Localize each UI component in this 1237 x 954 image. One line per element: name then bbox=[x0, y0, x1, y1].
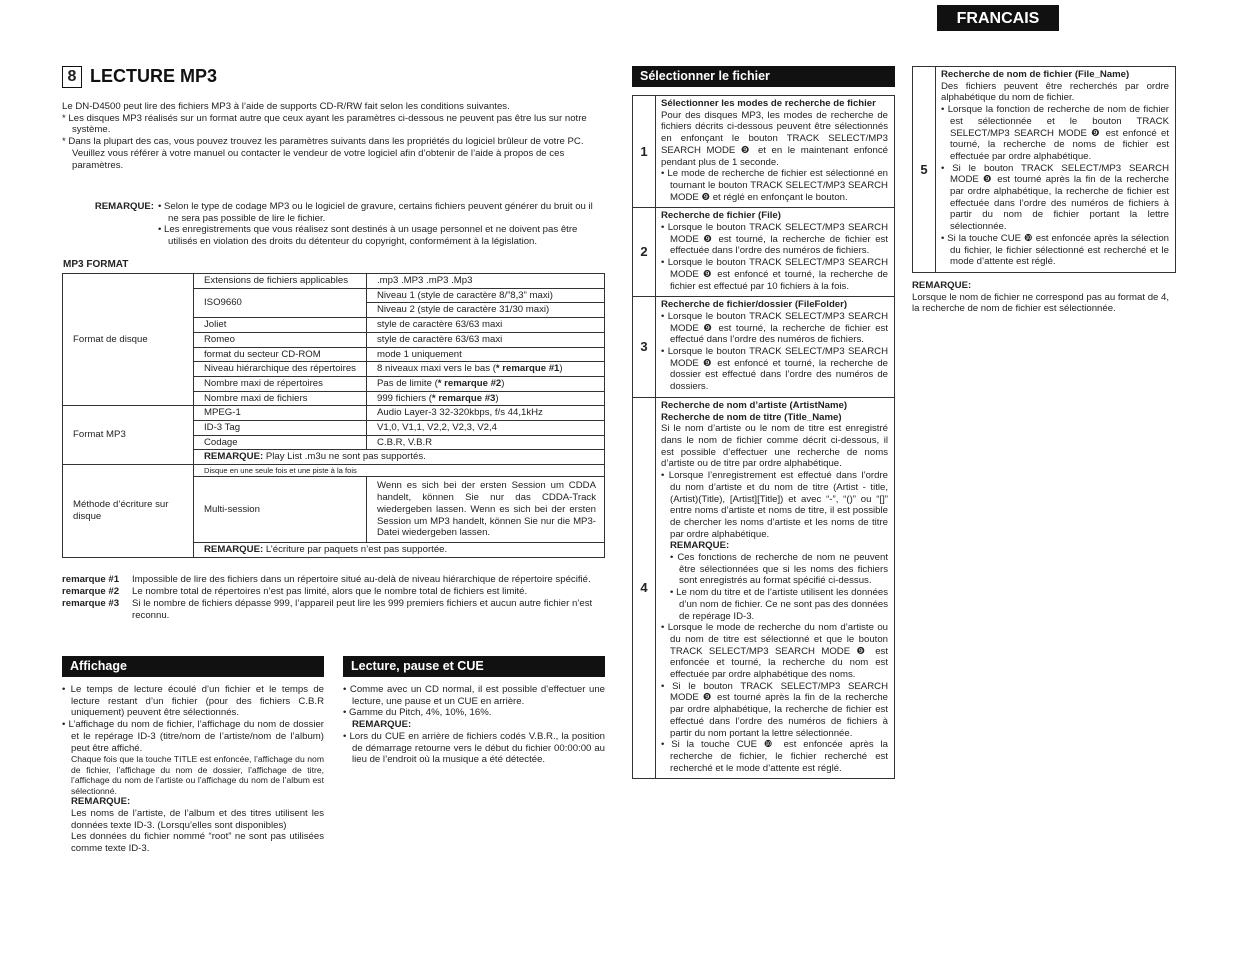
footnote-key: remarque #1 bbox=[62, 574, 120, 585]
affichage-title: Affichage bbox=[62, 656, 324, 677]
step-heading: Recherche de nom de fichier (File_Name) bbox=[941, 69, 1130, 80]
lecture-remark-list bbox=[343, 731, 605, 766]
list-item: • Le temps de lecture écoulé d’un fichier et le temps de lecture restant d’un fichier (pour des fichiers C.B.R uniquement) peuvent être sélectionnés. bbox=[62, 684, 324, 719]
list-item: • Lorsque le bouton TRACK SELECT/MP3 SEARCH MODE ❾ est tourné, la recherche de fichier est effectué dans l’ordre des numéros de fichiers. bbox=[661, 310, 888, 346]
affichage-section bbox=[62, 656, 324, 855]
table-cell: style de caractère 63/63 maxi bbox=[367, 332, 605, 347]
list-item: • Si le bouton TRACK SELECT/MP3 SEARCH MODE ❾ est tourné après la fin de la recherche par ordre alphabétique, la recherche de fichier est effectué dans l’ordre des numéros de fichiers à partir du nom portant la lettre sélectionnée. bbox=[661, 680, 888, 739]
selection-title: Sélectionner le fichier bbox=[632, 66, 895, 87]
note-ref: * remarque #2 bbox=[437, 377, 502, 389]
affichage-remark: Les données du fichier nommé “root” ne sont pas utilisées comme texte ID-3. bbox=[71, 831, 324, 854]
list-item: • Lorsque la fonction de recherche de nom de fichier est sélectionnée et le bouton TRACK SELECT/MP3 SEARCH MODE ❾ est enfoncé et tourné, la recherche de noms de fichier est effectuée par ordre alphabétique. bbox=[941, 104, 1169, 162]
step-body bbox=[656, 96, 895, 208]
step-body bbox=[656, 208, 895, 297]
step-number: 5 bbox=[913, 67, 936, 273]
selection-remark bbox=[912, 280, 1176, 315]
list-item: • Lorsque le bouton TRACK SELECT/MP3 SEARCH MODE ❾ est enfoncé et tourné, la recherche de fichier est effectué par 10 fichiers à la fois. bbox=[661, 257, 888, 292]
table-cell: format du secteur CD-ROM bbox=[194, 347, 367, 362]
table-cell: Extensions de fichiers applicables bbox=[194, 274, 367, 289]
selection-remark-text: Lorsque le nom de fichier ne correspond pas au format de 4, la recherche de nom de fichier est sélectionnée. bbox=[912, 291, 1170, 315]
intro-line: * Les disques MP3 réalisés sur un format autre que ceux ayant les paramètres ci-dessous ne peuvent pas être lus sur notre système. bbox=[62, 112, 587, 136]
intro-line: * Dans la plupart des cas, vous pouvez trouvez les paramètres suivants dans les propriétés du logiciel brûleur de votre PC. bbox=[62, 136, 584, 148]
list-item: • Lors du CUE en arrière de fichiers codés V.B.R., la position de démarrage retourne vers le début du fichier 00:00:00 au lieu de l’endroit où la musique a été détectée. bbox=[343, 730, 605, 766]
remark-text: L’écriture par paquets n’est pas supportée. bbox=[263, 543, 448, 555]
selection-remark-label: REMARQUE: bbox=[912, 280, 972, 291]
chapter-title: LECTURE MP3 bbox=[90, 66, 218, 87]
step-body bbox=[936, 67, 1176, 273]
affichage-remark-label: REMARQUE: bbox=[71, 796, 131, 808]
table-cell: ID-3 Tag bbox=[194, 421, 367, 436]
table-cell: Codage bbox=[194, 435, 367, 450]
table-cell: ISO9660 bbox=[194, 288, 367, 317]
footnote-key: remarque #2 bbox=[62, 586, 120, 598]
note-ref: * remarque #1 bbox=[495, 363, 560, 375]
write-method-label: Méthode d’écriture sur disque bbox=[63, 465, 194, 557]
list-item: • Lorsque l’enregistrement est effectué dans l’ordre du nom d’artiste et du nom de titre (Artist - title, (Artist)(Title), [Artist][Title]) et avec “-”, “()” ou “[]” entre noms d’artiste et noms de titre, il est possible de chercher les noms d’artiste et les noms de titre par ordre alphabétique. bbox=[661, 470, 888, 540]
list-item: • Si le bouton TRACK SELECT/MP3 SEARCH MODE ❾ est tourné après la fin de la recherche par ordre alphabétique, la recherche de fichier est effectuée dans l’ordre des numéros de fichiers à partir du nom de fichier portant la lettre sélectionnée. bbox=[941, 162, 1169, 233]
table-cell: Audio Layer-3 32-320kbps, f/s 44,1kHz bbox=[367, 406, 605, 421]
table-cell: Nombre maxi de répertoires bbox=[194, 376, 367, 391]
footnote bbox=[62, 586, 605, 598]
footnote-text: Si le nombre de fichiers dépasse 999, l’appareil peut lire les 999 premiers fichiers et aucun autre fichier n’est reconnu. bbox=[132, 598, 593, 622]
table-cell: Wenn es sich bei der ersten Session um CDDA handelt, können Sie nur das CDDA-Track wiedergeben lassen. Wenn es sich bei der ersten Session um MP3 handelt, können Sie nur die MP3-Datei wiedergeben lassen. bbox=[367, 477, 605, 543]
list-item: • Si la touche CUE ❿ est enfoncée après la sélection du fichier, le fichier sélectionné est recherché et le mode d’attente est réglé. bbox=[941, 232, 1169, 268]
disc-format-label: Format de disque bbox=[63, 274, 194, 406]
remark-text: Play List .m3u ne sont pas supportés. bbox=[263, 451, 426, 463]
table-cell bbox=[367, 362, 605, 377]
lecture-title: Lecture, pause et CUE bbox=[343, 656, 605, 677]
list-item: • Ces fonctions de recherche de nom ne peuvent être sélectionnées que si les noms des fichiers sont enregistrés au format spécifié ci-dessus. bbox=[670, 552, 888, 587]
affichage-remark: Les noms de l’artiste, de l’album et des titres utilisent les données texte ID-3. (Lorsqu’elles sont disponibles) bbox=[71, 807, 324, 831]
table-cell: Niveau 2 (style de caractère 31/30 maxi) bbox=[367, 303, 605, 318]
lecture-remark-label: REMARQUE: bbox=[352, 719, 412, 731]
table-remark bbox=[194, 450, 605, 465]
cell-text: 8 niveaux maxi vers le bas ( bbox=[377, 363, 496, 375]
format-table-heading: MP3 FORMAT bbox=[63, 259, 129, 270]
remarque-label: REMARQUE: bbox=[94, 201, 154, 212]
cell-text: Pas de limite ( bbox=[377, 377, 438, 389]
table-cell: Romeo bbox=[194, 332, 367, 347]
lecture-list bbox=[343, 684, 605, 719]
list-item: • L’affichage du nom de fichier, l’affichage du nom de dossier et le repérage ID-3 (titre/nom de l’artiste/nom de l’album) peut être affiché. bbox=[62, 719, 324, 754]
footnote bbox=[62, 574, 605, 586]
list-item: • Gamme du Pitch, 4%, 10%, 16%. bbox=[343, 707, 492, 719]
selection-steps-table bbox=[632, 95, 895, 779]
intro-line: Le DN-D4500 peut lire des fichiers MP3 à l’aide de supports CD-R/RW fait selon les conditions suivantes. bbox=[62, 101, 510, 112]
lecture-section bbox=[343, 656, 605, 766]
step-text: Pour des disques MP3, les modes de recherche de fichiers décrits ci-dessous peuvent être sélectionnés en enfonçant le bouton TRACK SELECT/MP3 SEARCH MODE ❾ et en le maintenant enfoncé pendant plus de 1 seconde. bbox=[661, 109, 888, 168]
remark-label: REMARQUE: bbox=[204, 543, 264, 555]
table-cell: style de caractère 63/63 maxi bbox=[367, 318, 605, 333]
list-item: • Le mode de recherche de fichier est sélectionné en tournant le bouton TRACK SELECT/MP3 SEARCH MODE ❾ et réglé en enfonçant le bouton. bbox=[661, 168, 888, 203]
table-cell: V1,0, V1,1, V2,2, V2,3, V2,4 bbox=[367, 421, 605, 436]
mp3-format-label: Format MP3 bbox=[63, 406, 194, 465]
step-body bbox=[656, 397, 895, 779]
remarque-item: • Les enregistrements que vous réalisez sont destinés à un usage personnel et ne doivent pas être utilisés en violation des droits du détenteur du copyright, conformément à la législation. bbox=[158, 224, 578, 248]
table-cell: Niveau 1 (style de caractère 8/”8,3” maxi) bbox=[367, 288, 605, 303]
cell-text: 999 fichiers ( bbox=[377, 392, 432, 404]
step-number: 1 bbox=[633, 96, 656, 208]
table-cell: Multi-session bbox=[194, 477, 367, 543]
footnote-text: Impossible de lire des fichiers dans un répertoire situé au-delà de niveau hiérarchique de répertoire spécifié. bbox=[132, 574, 591, 585]
step-body bbox=[656, 297, 895, 398]
intro-text bbox=[62, 101, 604, 171]
remarque-block bbox=[62, 201, 604, 248]
footnote-key: remarque #3 bbox=[62, 598, 120, 610]
chapter-heading bbox=[62, 66, 217, 88]
selection-step5-table bbox=[912, 66, 1176, 273]
step-heading: Recherche de fichier/dossier (FileFolder) bbox=[661, 299, 848, 311]
step-text: Des fichiers peuvent être recherchés par ordre alphabétique du nom de fichier. bbox=[941, 80, 1169, 104]
table-cell: MPEG-1 bbox=[194, 406, 367, 421]
step-remark-label: REMARQUE: bbox=[670, 540, 730, 552]
language-tab: FRANCAIS bbox=[937, 5, 1059, 31]
list-item: • Lorsque le bouton TRACK SELECT/MP3 SEARCH MODE ❾ est tourné, la recherche de fichier est effectuée dans l’ordre des numéros de fichiers. bbox=[661, 222, 888, 257]
note-ref: * remarque #3 bbox=[431, 392, 496, 404]
list-item: • Lorsque le mode de recherche du nom d’artiste ou du nom de titre est sélectionné et que le bouton TRACK SELECT/MP3 SEARCH MODE ❾ est enfoncée et tourné, la recherche du nom est effectuée par ordre alphabétique des noms. bbox=[661, 622, 888, 681]
affichage-note: Chaque fois que la touche TITLE est enfoncée, l’affichage du nom de fichier, l’affichage du nom de dossier, l’affichage de titre, l’affichage du nom de l’artiste ou l’affichage du nom de l’album est sélectionné. bbox=[71, 754, 324, 796]
table-cell: Joliet bbox=[194, 318, 367, 333]
table-cell: .mp3 .MP3 .mP3 .Mp3 bbox=[367, 274, 605, 289]
table-cell: C.B.R, V.B.R bbox=[367, 435, 605, 450]
step-number: 4 bbox=[633, 397, 656, 779]
mp3-format-table bbox=[62, 273, 605, 558]
list-item: • Comme avec un CD normal, il est possible d’effectuer une lecture, une pause et un CUE en arrière. bbox=[343, 684, 605, 707]
table-cell: Disque en une seule fois et une piste à la fois bbox=[194, 465, 605, 477]
cell-text: ) bbox=[559, 363, 563, 375]
table-cell bbox=[367, 391, 605, 406]
step-number: 3 bbox=[633, 297, 656, 398]
remark-label: REMARQUE: bbox=[204, 451, 264, 463]
footnote bbox=[62, 598, 605, 621]
affichage-list bbox=[62, 684, 324, 754]
step-text: Si le nom d’artiste ou le nom de titre est enregistré dans le nom de fichier comme décrit ci-dessous, il est possible d’effectuer une recherche de noms d’artiste ou de titre par ordre alphabétique. bbox=[661, 423, 888, 470]
remarque-list bbox=[158, 201, 604, 248]
cell-text: ) bbox=[501, 377, 505, 389]
table-remark bbox=[194, 542, 605, 557]
step-number: 2 bbox=[633, 208, 656, 297]
step-heading: Recherche de nom d’artiste (ArtistName) bbox=[661, 399, 848, 411]
remarque-item: • Selon le type de codage MP3 ou le logiciel de gravure, certains fichiers peuvent générer du bruit ou il ne sera pas possible de lire le fichier. bbox=[158, 201, 593, 224]
list-item: • Le nom du titre et de l’artiste utilisent les données d’un nom de fichier. Ce ne sont pas des données de repérage ID-3. bbox=[670, 587, 888, 622]
table-cell: Niveau hiérarchique des répertoires bbox=[194, 362, 367, 377]
footnotes bbox=[62, 574, 605, 622]
step-heading: Sélectionner les modes de recherche de fichier bbox=[661, 98, 876, 109]
list-item: • Si la touche CUE ❿ est enfoncée après la recherche de fichier, le fichier recherché est recherché et le mode d’attente est réglé. bbox=[661, 739, 888, 774]
chapter-number: 8 bbox=[62, 66, 82, 88]
list-item: • Lorsque le bouton TRACK SELECT/MP3 SEARCH MODE ❾ est enfoncé et tourné, la recherche de dossier est effectué dans l’ordre des numéros de dossiers. bbox=[661, 346, 888, 393]
table-cell: Nombre maxi de fichiers bbox=[194, 391, 367, 406]
table-cell bbox=[367, 376, 605, 391]
step-heading: Recherche de fichier (File) bbox=[661, 210, 781, 222]
cell-text: ) bbox=[495, 392, 499, 404]
step-heading: Recherche de nom de titre (Title_Name) bbox=[661, 411, 842, 423]
intro-line: Veuillez vous référer à votre manuel ou contacter le vendeur de votre logiciel afin d’obtenir de l’aide à propos de ces paramètres. bbox=[72, 147, 565, 171]
table-cell: mode 1 uniquement bbox=[367, 347, 605, 362]
footnote-text: Le nombre total de répertoires n’est pas limité, alors que le nombre total de fichiers est limité. bbox=[132, 586, 528, 598]
